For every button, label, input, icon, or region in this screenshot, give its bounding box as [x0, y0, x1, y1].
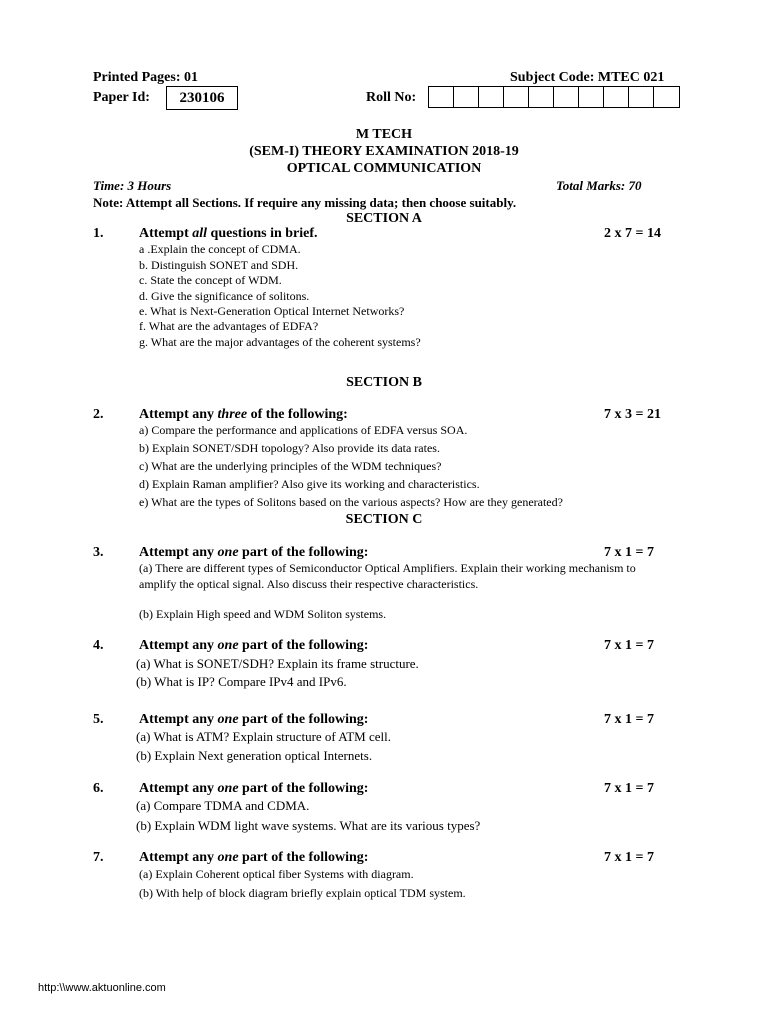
q1-item: e. What is Next-Generation Optical Internet Networks?: [139, 304, 405, 318]
q1-marks: 2 x 7 = 14: [604, 226, 661, 241]
q2-item: b) Explain SONET/SDH topology? Also provide its data rates.: [139, 441, 440, 455]
instruction-text: Attempt any: [139, 638, 218, 653]
roll-number-cell[interactable]: [479, 87, 504, 107]
q1-item: a .Explain the concept of CDMA.: [139, 242, 301, 256]
q4-marks: 7 x 1 = 7: [604, 638, 654, 653]
instruction-emphasis: one: [217, 545, 239, 560]
instruction-text: Attempt any: [139, 712, 218, 727]
q7-marks: 7 x 1 = 7: [604, 850, 654, 865]
roll-number-boxes: [428, 86, 680, 108]
q5-instruction: [139, 712, 368, 728]
instruction-emphasis: one: [217, 712, 239, 727]
q1-item: d. Give the significance of solitons.: [139, 289, 310, 303]
q4-item: (b) What is IP? Compare IPv4 and IPv6.: [136, 674, 347, 689]
roll-number-cell[interactable]: [604, 87, 629, 107]
q3-number: 3.: [93, 545, 104, 560]
instruction-text: questions in brief.: [207, 226, 318, 241]
q2-item: e) What are the types of Solitons based on the various aspects? How are they generated?: [139, 495, 563, 509]
q6-item: (a) Compare TDMA and CDMA.: [136, 798, 310, 813]
section-c-heading: SECTION C: [345, 512, 423, 527]
paper-id-label: Paper Id:: [93, 90, 150, 105]
q7-item: (b) With help of block diagram briefly explain optical TDM system.: [139, 886, 466, 900]
roll-number-cell[interactable]: [554, 87, 579, 107]
q3-item: amplify the optical signal. Also discuss their respective characteristics.: [139, 577, 479, 591]
roll-number-cell[interactable]: [654, 87, 679, 107]
exam-title: (SEM-I) THEORY EXAMINATION 2018-19: [249, 144, 519, 159]
instruction-text: of the following:: [247, 407, 348, 422]
instruction-text: Attempt any: [139, 545, 218, 560]
section-b-heading: SECTION B: [346, 375, 422, 390]
printed-pages: Printed Pages: 01: [93, 70, 198, 85]
q6-marks: 7 x 1 = 7: [604, 781, 654, 796]
q3-instruction: [139, 545, 368, 561]
q2-item: c) What are the underlying principles of the WDM techniques?: [139, 459, 442, 473]
roll-number-cell[interactable]: [629, 87, 654, 107]
paper-id-value: 230106: [179, 90, 225, 106]
q7-number: 7.: [93, 850, 104, 865]
instruction-text: Attempt: [139, 226, 193, 241]
time-allowed: Time: 3 Hours: [93, 178, 172, 193]
q6-number: 6.: [93, 781, 104, 796]
q5-item: (a) What is ATM? Explain structure of ATM cell.: [136, 729, 392, 744]
exam-degree: M TECH: [355, 127, 413, 142]
section-a-heading: SECTION A: [346, 211, 422, 226]
exam-subject: OPTICAL COMMUNICATION: [286, 161, 482, 176]
instruction-emphasis: one: [217, 781, 239, 796]
q4-instruction: [139, 638, 368, 654]
q4-number: 4.: [93, 638, 104, 653]
instruction-emphasis: one: [217, 638, 239, 653]
instruction-text: Attempt any: [139, 850, 218, 865]
instruction-text: part of the following:: [238, 850, 369, 865]
footer-url: http:\\www.aktuonline.com: [38, 982, 166, 994]
roll-number-cell[interactable]: [429, 87, 454, 107]
instruction-text: part of the following:: [238, 712, 369, 727]
roll-number-cell[interactable]: [579, 87, 604, 107]
q6-item: (b) Explain WDM light wave systems. What are its various types?: [136, 818, 481, 833]
q3-item: (a) There are different types of Semiconductor Optical Amplifiers. Explain their working mechanism to: [139, 561, 636, 575]
total-marks: Total Marks: 70: [556, 178, 642, 193]
instruction-emphasis: all: [192, 226, 208, 241]
instruction-text: part of the following:: [238, 781, 369, 796]
paper-id-box: [166, 86, 238, 110]
q3-marks: 7 x 1 = 7: [604, 545, 654, 560]
q7-item: (a) Explain Coherent optical fiber Systems with diagram.: [139, 867, 414, 881]
q1-number: 1.: [93, 226, 104, 241]
q5-item: (b) Explain Next generation optical Internets.: [136, 748, 373, 763]
q6-instruction: [139, 781, 368, 797]
roll-number-cell[interactable]: [529, 87, 554, 107]
q2-number: 2.: [93, 407, 104, 422]
instruction-emphasis: three: [217, 407, 248, 422]
q1-item: c. State the concept of WDM.: [139, 273, 282, 287]
q5-number: 5.: [93, 712, 104, 727]
subject-code: Subject Code: MTEC 021: [510, 70, 665, 85]
q3-item: (b) Explain High speed and WDM Soliton systems.: [139, 607, 387, 621]
roll-no-label: Roll No:: [366, 90, 417, 105]
exam-note: Note: Attempt all Sections. If require any missing data; then choose suitably.: [93, 195, 517, 210]
q2-item: d) Explain Raman amplifier? Also give its working and characteristics.: [139, 477, 480, 491]
q2-instruction: [139, 407, 348, 423]
instruction-emphasis: one: [217, 850, 239, 865]
q2-marks: 7 x 3 = 21: [604, 407, 661, 422]
q7-instruction: [139, 850, 368, 866]
q1-item: b. Distinguish SONET and SDH.: [139, 258, 299, 272]
q1-instruction: [139, 226, 318, 242]
q1-item: g. What are the major advantages of the coherent systems?: [139, 335, 421, 349]
instruction-text: Attempt any: [139, 407, 218, 422]
instruction-text: Attempt any: [139, 781, 218, 796]
q5-marks: 7 x 1 = 7: [604, 712, 654, 727]
roll-number-cell[interactable]: [454, 87, 479, 107]
q4-item: (a) What is SONET/SDH? Explain its frame structure.: [136, 656, 419, 671]
instruction-text: part of the following:: [238, 545, 369, 560]
q1-item: f. What are the advantages of EDFA?: [139, 319, 319, 333]
roll-number-cell[interactable]: [504, 87, 529, 107]
instruction-text: part of the following:: [238, 638, 369, 653]
q2-item: a) Compare the performance and applications of EDFA versus SOA.: [139, 423, 468, 437]
